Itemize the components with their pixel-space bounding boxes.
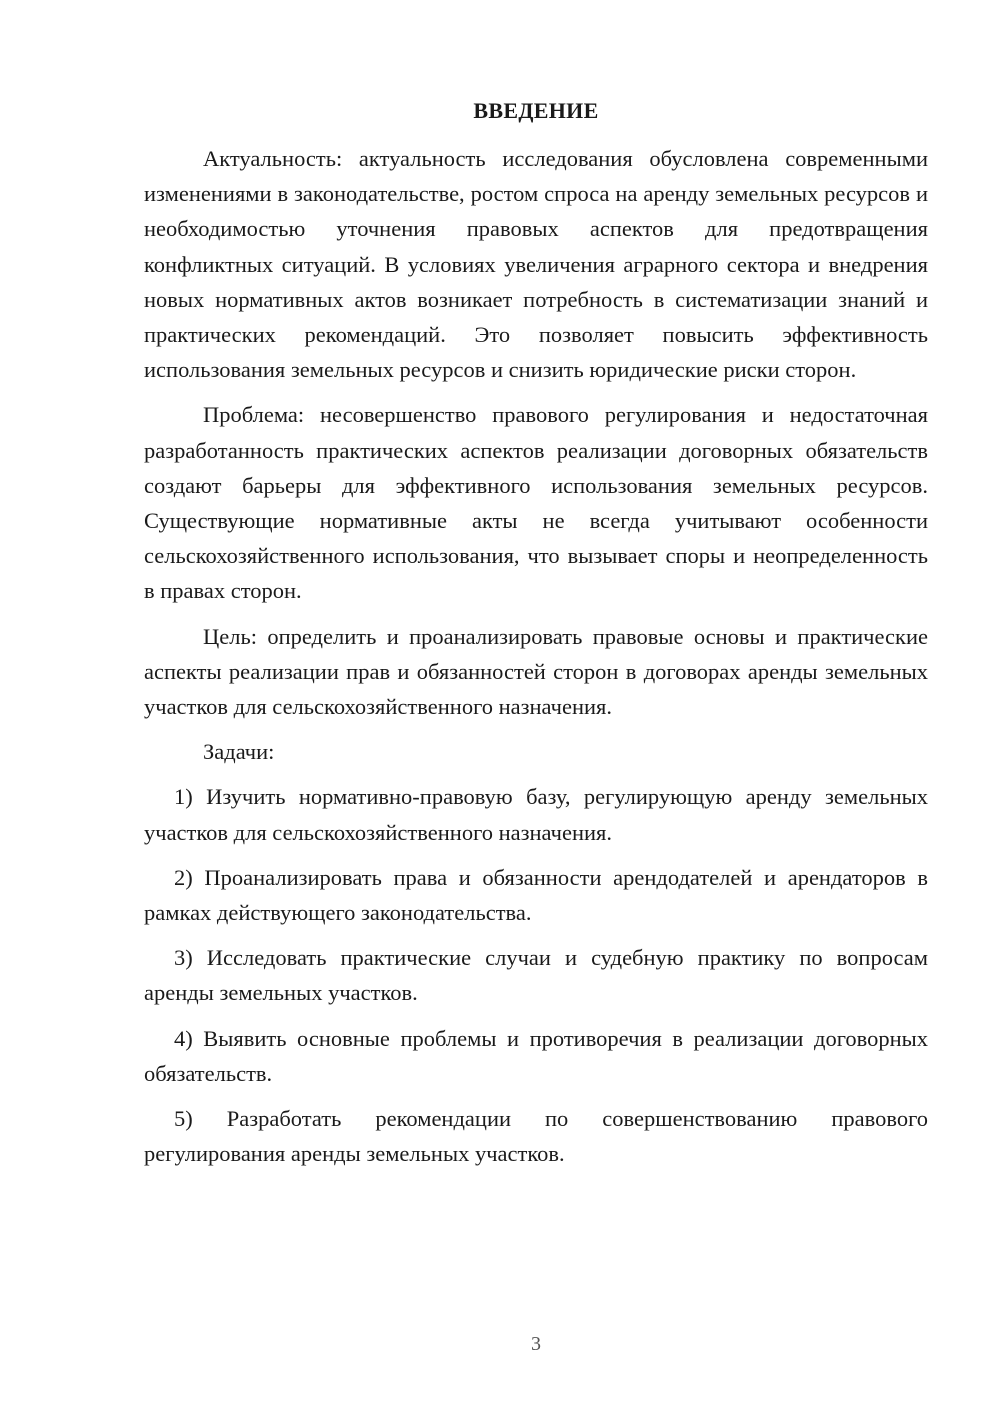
paragraph-relevance: Актуальность: актуальность исследования обусловлена современными изменениями в законодательстве, ростом спроса на аренду земельных ресурсов и необходимостью уточнения правовых аспектов для предотвращения конфликтных ситуаций. В условиях увеличения аграрного сектора и внедрения новых нормативных актов возникает потребность в систематизации знаний и практических рекомендаций. Это позволяет повысить эффективность использования земельных ресурсов и снизить юридические риски сторон.	[144, 146, 928, 383]
task-item: 5) Разработать рекомендации по совершенствованию правового регулирования аренды земельных участков.	[144, 1106, 928, 1167]
section-title: ВВЕДЕНИЕ	[473, 98, 599, 123]
paragraph-problem: Проблема: несовершенство правового регулирования и недостаточная разработанность практических аспектов реализации договорных обязательств создают барьеры для эффективного использования земельных ресурсов. Существующие нормативные акты не всегда учитывают особенности сельскохозяйственного использования, что вызывает споры и неопределенность в правах сторон.	[144, 402, 928, 604]
task-item: 4) Выявить основные проблемы и противоречия в реализации договорных обязательств.	[144, 1025, 928, 1086]
task-item: 2) Проанализировать права и обязанности арендодателей и арендаторов в рамках действующего законодательства.	[144, 864, 928, 926]
paragraph-goal: Цель: определить и проанализировать правовые основы и практические аспекты реализации прав и обязанностей сторон в договорах аренды земельных участков для сельскохозяйственного назначения.	[144, 623, 928, 720]
task-item: 1) Изучить нормативно-правовую базу, регулирующую аренду земельных участков для сельскохозяйственного назначения.	[144, 784, 928, 845]
task-item: 3) Исследовать практические случаи и судебную практику по вопросам аренды земельных участков.	[144, 945, 928, 1006]
tasks-label: Задачи:	[203, 739, 275, 765]
document-body	[144, 141, 928, 1181]
page-number: 3	[531, 1333, 541, 1355]
